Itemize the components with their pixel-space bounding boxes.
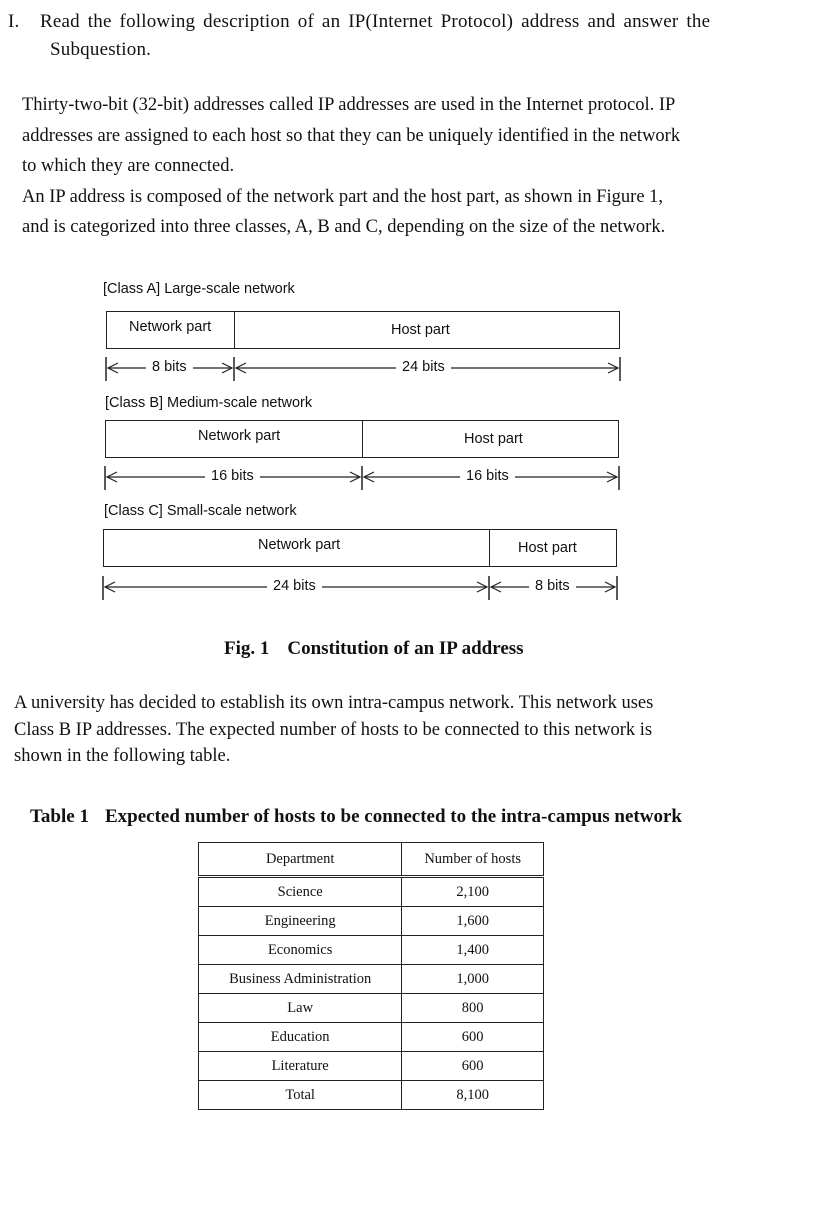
department-cell: Engineering <box>199 907 402 936</box>
description-line: An IP address is composed of the network part and the host part, as shown in Figure 1, <box>22 186 664 207</box>
class-a-host-part: Host part <box>391 322 450 338</box>
hosts-cell: 800 <box>402 994 544 1023</box>
total-label-cell: Total <box>199 1081 402 1110</box>
class-c-network-bits: 24 bits <box>267 578 322 594</box>
class-b-network-bits: 16 bits <box>205 468 260 484</box>
class-b-address-box <box>105 420 619 458</box>
department-cell: Law <box>199 994 402 1023</box>
class-b-host-part: Host part <box>464 431 523 447</box>
class-a-network-bits: 8 bits <box>146 359 193 375</box>
scenario-paragraph <box>14 690 789 770</box>
question-number: I. <box>8 11 20 32</box>
table-row <box>199 1052 544 1081</box>
hosts-cell: 600 <box>402 1023 544 1052</box>
table-row <box>199 936 544 965</box>
class-a-host-bits: 24 bits <box>396 359 451 375</box>
department-cell: Business Administration <box>199 965 402 994</box>
figure-caption-text: Constitution of an IP address <box>287 638 524 659</box>
department-cell: Education <box>199 1023 402 1052</box>
table-caption-text: Expected number of hosts to be connected to the intra-campus network <box>104 806 682 827</box>
class-c-host-bits: 8 bits <box>529 578 576 594</box>
scenario-line: shown in the following table. <box>14 746 231 766</box>
scenario-line: A university has decided to establish its own intra-campus network. This network uses <box>14 693 654 713</box>
class-c-host-part: Host part <box>518 540 577 556</box>
description-line: to which they are connected. <box>22 156 235 176</box>
hosts-cell: 2,100 <box>402 877 544 907</box>
class-b-bit-arrows <box>105 466 619 492</box>
class-c-network-part: Network part <box>258 537 341 553</box>
question-intro-line2: Subquestion. <box>50 39 152 60</box>
total-hosts-cell: 8,100 <box>402 1081 544 1110</box>
class-b-network-part: Network part <box>198 428 281 444</box>
table-row <box>199 877 544 907</box>
class-a-bits-row <box>106 357 620 381</box>
table-row <box>199 907 544 936</box>
class-c-address-box <box>103 529 617 567</box>
table-row <box>199 1023 544 1052</box>
class-b-label: [Class B] Medium-scale network <box>105 395 313 411</box>
hosts-cell: 1,000 <box>402 965 544 994</box>
hosts-cell: 600 <box>402 1052 544 1081</box>
class-b-host-bits: 16 bits <box>460 468 515 484</box>
department-cell: Literature <box>199 1052 402 1081</box>
class-a-label: [Class A] Large-scale network <box>103 281 295 297</box>
class-c-bits-row <box>103 576 617 600</box>
description-line: and is categorized into three classes, A, B and C, depending on the size of the network. <box>22 217 666 237</box>
description-line: addresses are assigned to each host so that they can be uniquely identified in the network <box>22 125 681 146</box>
figure-caption <box>224 638 524 660</box>
department-cell: Economics <box>199 936 402 965</box>
class-a-network-part: Network part <box>129 319 212 335</box>
hosts-cell: 1,600 <box>402 907 544 936</box>
hosts-cell: 1,400 <box>402 936 544 965</box>
scenario-line: Class B IP addresses. The expected number of hosts to be connected to this network is <box>14 719 653 740</box>
department-cell: Science <box>199 877 402 907</box>
hosts-table <box>198 842 544 1110</box>
figure-caption-number: Fig. 1 <box>224 638 270 659</box>
table-row <box>199 994 544 1023</box>
question-intro-line1: Read the following description of an IP(Internet Protocol) address and answer the <box>40 11 711 32</box>
table-header-row <box>199 843 544 877</box>
class-b-bits-row <box>105 466 619 490</box>
description-line: Thirty-two-bit (32-bit) addresses called IP addresses are used in the Internet protocol. IP <box>22 95 676 115</box>
table-caption <box>30 806 682 828</box>
table-row <box>199 965 544 994</box>
header-number-of-hosts: Number of hosts <box>402 843 544 877</box>
table-total-row <box>199 1081 544 1110</box>
class-a-address-box <box>106 311 620 349</box>
header-department: Department <box>199 843 402 877</box>
class-c-label: [Class C] Small-scale network <box>104 503 297 519</box>
table-caption-number: Table 1 <box>30 806 89 827</box>
description-paragraph <box>22 90 792 243</box>
